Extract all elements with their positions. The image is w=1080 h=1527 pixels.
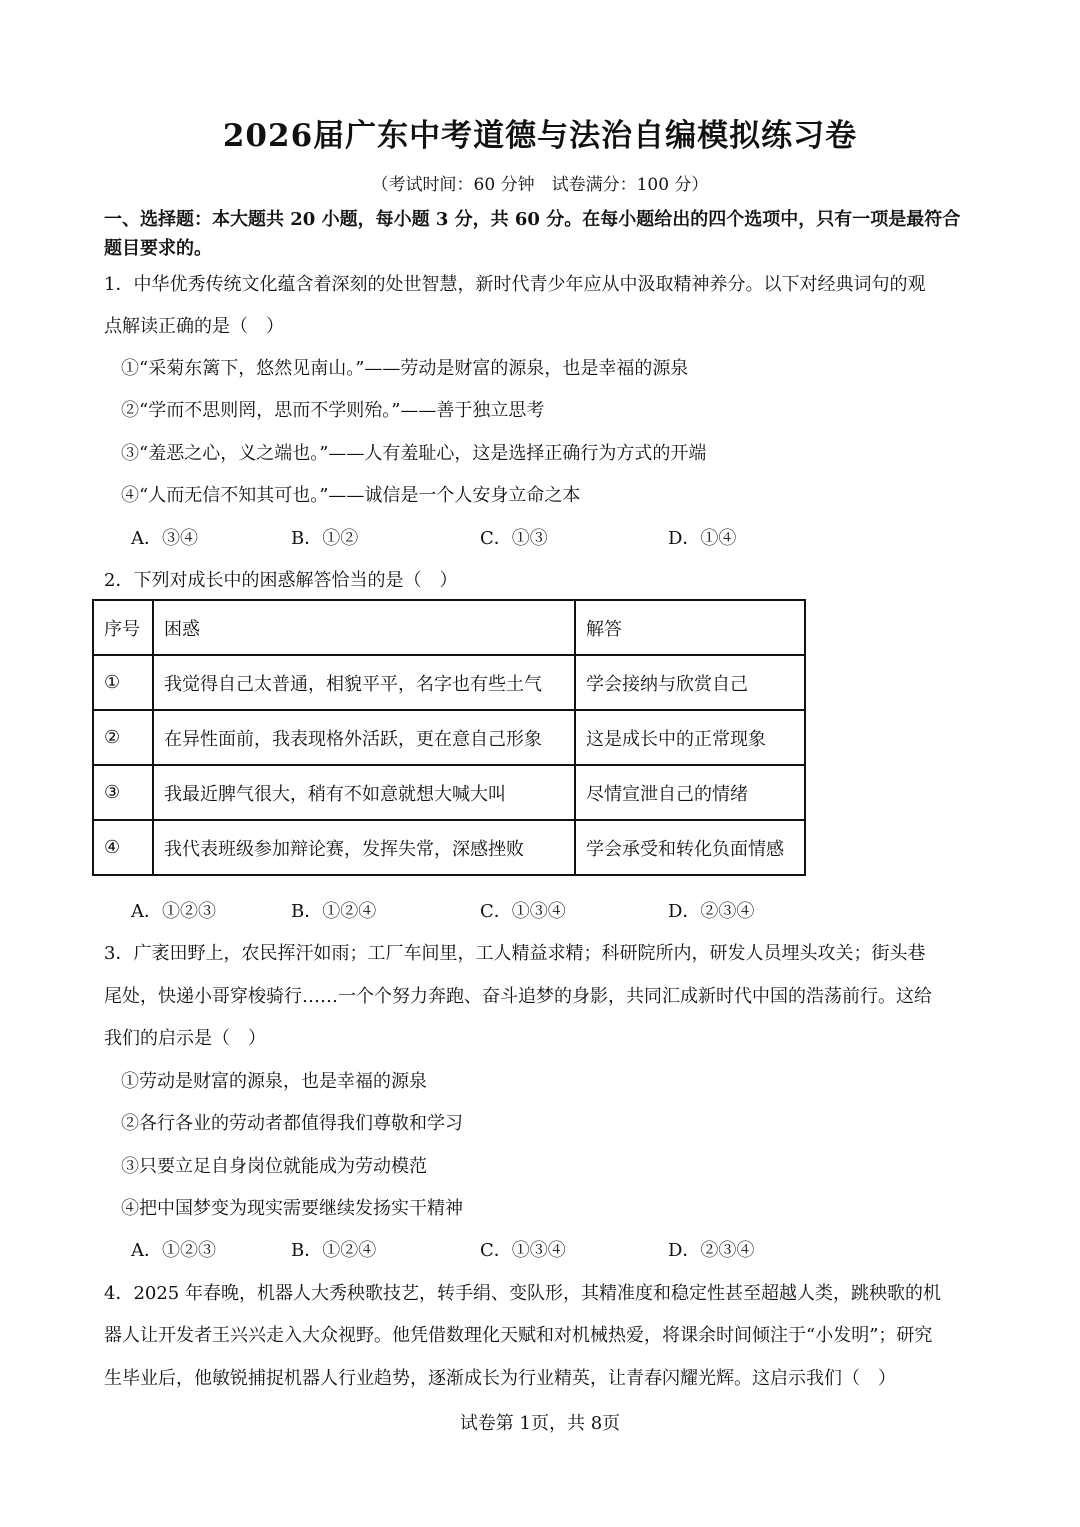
table-cell: 学会承受和转化负面情感 [575, 820, 805, 875]
q4-stem-line-3: 生毕业后，他敏锐捕捉机器人行业趋势，逐渐成长为行业精英，让青春闪耀光辉。这启示我们（ ） [104, 1368, 896, 1389]
table-cell: ① [93, 655, 153, 710]
table-row [93, 820, 805, 875]
section-heading-line-1: 一、选择题：本大题共 20 小题，每小题 3 分，共 60 分。在每小题给出的四个选项中，只有一项是最符合 [104, 209, 961, 230]
table-header-cell: 解答 [575, 600, 805, 655]
table-cell: ② [93, 710, 153, 765]
q3-stem-line-2: 尾处，快递小哥穿梭骑行……一个个努力奔跑、奋斗追梦的身影，共同汇成新时代中国的浩荡前行。这给 [104, 986, 932, 1007]
table-cell: 我觉得自己太普通，相貌平平，名字也有些土气 [153, 655, 575, 710]
q4-stem-line-1: 4．2025 年春晚，机器人大秀秧歌技艺，转手绢、变队形，其精准度和稳定性甚至超越人类，跳秧歌的机 [104, 1283, 941, 1304]
q2-stem: 2．下列对成长中的困惑解答恰当的是（ ） [104, 570, 458, 591]
table-cell: 我最近脾气很大，稍有不如意就想大喊大叫 [153, 765, 575, 820]
page-footer: 试卷第 1页，共 8页 [459, 1413, 621, 1434]
q1-option-b: B．①② [291, 528, 359, 549]
q2-table [92, 599, 806, 876]
q3-stem-line-1: 3．广袤田野上，农民挥汗如雨；工厂车间里，工人精益求精；科研院所内，研发人员埋头攻关；街头巷 [104, 943, 926, 964]
q1-option-a: A．③④ [131, 528, 198, 549]
table-row [93, 710, 805, 765]
table-cell: 学会接纳与欣赏自己 [575, 655, 805, 710]
table-cell: 这是成长中的正常现象 [575, 710, 805, 765]
q3-item: ②各行各业的劳动者都值得我们尊敬和学习 [121, 1113, 463, 1134]
q1-item: ③“羞恶之心，义之端也。”——人有羞耻心，这是选择正确行为方式的开端 [121, 443, 707, 464]
q3-option-c: C．①③④ [480, 1240, 566, 1261]
table-cell: 我代表班级参加辩论赛，发挥失常，深感挫败 [153, 820, 575, 875]
q2-option-a: A．①②③ [131, 901, 216, 922]
q3-item: ①劳动是财富的源泉，也是幸福的源泉 [121, 1071, 427, 1092]
table-row [93, 655, 805, 710]
q3-option-b: B．①②④ [291, 1240, 377, 1261]
table-cell: 在异性面前，我表现格外活跃，更在意自己形象 [153, 710, 575, 765]
section-heading-line-2: 题目要求的。 [104, 238, 212, 259]
q1-option-c: C．①③ [480, 528, 548, 549]
table-row [93, 765, 805, 820]
table-cell: ③ [93, 765, 153, 820]
q2-option-c: C．①③④ [480, 901, 566, 922]
table-cell: 尽情宣泄自己的情绪 [575, 765, 805, 820]
q1-item: ①“采菊东篱下，悠然见南山。”——劳动是财富的源泉，也是幸福的源泉 [121, 358, 689, 379]
q1-stem-line-1: 1．中华优秀传统文化蕴含着深刻的处世智慧，新时代青少年应从中汲取精神养分。以下对经典词句的观 [104, 274, 926, 295]
q2-option-b: B．①②④ [291, 901, 377, 922]
q2-option-d: D．②③④ [668, 901, 755, 922]
page-title: 2026届广东中考道德与法治自编模拟练习卷 [222, 118, 858, 154]
table-cell: ④ [93, 820, 153, 875]
q1-stem-line-2: 点解读正确的是（ ） [104, 316, 284, 337]
table-header-row [93, 600, 805, 655]
exam-info: （考试时间：60 分钟 试卷满分：100 分） [371, 175, 709, 195]
q1-option-d: D．①④ [668, 528, 737, 549]
q4-stem-line-2: 器人让开发者王兴兴走入大众视野。他凭借数理化天赋和对机械热爱，将课余时间倾注于“小发明”；研究 [104, 1325, 933, 1346]
q1-item: ④“人而无信不知其可也。”——诚信是一个人安身立命之本 [121, 485, 581, 506]
q3-option-d: D．②③④ [668, 1240, 755, 1261]
q1-item: ②“学而不思则罔，思而不学则殆。”——善于独立思考 [121, 400, 545, 421]
q3-item: ④把中国梦变为现实需要继续发扬实干精神 [121, 1198, 463, 1219]
table-header-cell: 困惑 [153, 600, 575, 655]
q3-stem-line-3: 我们的启示是（ ） [104, 1028, 266, 1049]
table-header-cell: 序号 [93, 600, 153, 655]
q3-option-a: A．①②③ [131, 1240, 216, 1261]
q3-item: ③只要立足自身岗位就能成为劳动模范 [121, 1156, 427, 1177]
